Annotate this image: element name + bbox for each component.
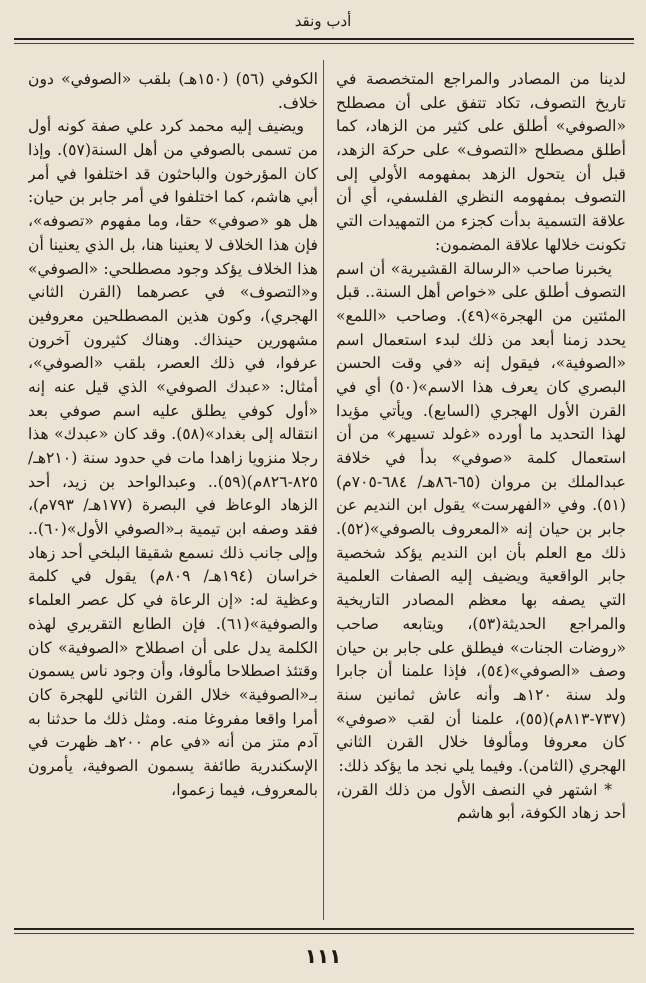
right-column [336,68,626,914]
paragraph: ويضيف إليه محمد كرد علي صفة كونه أول من تسمى بالصوفي من أهل السنة(٥٧). وإذا كان المؤرخون والباحثون قد اختلفوا في أمر أبي هاشم، كما اختلفوا في أمر جابر بن حيان: هل هو «صوفي» حقا، وما مفهوم «تصوفه»، فإن هذا الخلاف لا يعنينا هنا، بل الذي يعنينا أن هذا الخلاف يؤكد وجود مصطلحي: «الصوفي» و«التصوف» في عصرهما (القرن الثاني الهجري)، وكون هذين المصطلحين معروفين مشهورين حينذاك. وهناك كثيرون آخرون عرفوا، في ذلك العصر، بلقب «الصوفي»، أمثال: «عبدك الصوفي» الذي قيل عنه إنه «أول كوفي يطلق عليه اسم صوفي بعد انتقاله إلى بغداد»(٥٨). وقد كان «عبدك» هذا رجلا منزويا زاهدا مات في حدود سنة (٢١٠هـ/ ٨٢٥-٨٢٦م)(٥٩).. وعبدالواحد بن زيد، أحد الزهاد الوعاظ في البصرة (١٧٧هـ/ ٧٩٣م)، فقد وصفه ابن تيمية بـ«الصوفي الأول»(٦٠).. وإلى جانب ذلك نسمع شقيقا البلخي أحد زهاد خراسان (١٩٤هـ/ ٨٠٩م) يقول في كلمة وعظية له: «إن الرعاة في كل عصر العلماء والصوفية»(٦١). فإن الطابع التقريري لهذه الكلمة يدل على أن اصطلاح «الصوفية» كان وقتئذ اصطلاحا مألوفا، وأن وجود ناس يسمون بـ«الصوفية» خلال القرن الثاني للهجرة كان أمرا واقعا مفروغا منه. ومثل ذلك ما حدثنا به آدم متز من أنه «في عام ٢٠٠هـ ظهرت في الإسكندرية طائفة يسمون الصوفية، يأمرون بالمعروف، فيما زعموا، [28,117,318,799]
left-column [28,68,318,914]
paragraph: يخبرنا صاحب «الرسالة القشيرية» أن اسم التصوف أطلق على «خواص أهل السنة.. قبل المئتين من الهجرة»(٤٩). وصاحب «اللمع» يحدد زمنا أبعد من ذلك لبدء استعمال اسم «الصوفية»، فيقول إنه «في وقت الحسن البصري كان يعرف هذا الاسم»(٥٠) أي في القرن الأول الهجري (السابع). ويأتي مؤيدا لهذا التحديد ما أورده «غولد تسيهر» من أن استعمال كلمة «صوفي» بدأ في خلافة عبدالملك بن مروان (٦٥-٨٦هـ/ ٦٨٤-٧٠٥م)(٥١). وفي «الفهرست» يقول ابن النديم عن جابر بن حيان إنه «المعروف بالصوفي»(٥٢). ذلك مع العلم بأن ابن النديم يؤكد شخصية جابر الواقعية ويضيف إليه الصفات العلمية التي يصفه بها معظم المصادر التاريخية والمراجع الحديثة(٥٣)، ويتابعه صاحب «روضات الجنات» فيطلق على جابر بن حيان وصف «الصوفي»(٥٤)، فإذا علمنا أن جابرا ولد سنة ١٢٠هـ وأنه عاش ثمانين سنة (٧٣٧-٨١٣م)(٥٥)، علمنا أن لقب «صوفي» كان معروفا ومألوفا خلال القرن الثاني الهجري (الثامن). وفيما يلي نجد ما يؤكد ذلك: [336,259,626,775]
paragraph: * اشتهر في النصف الأول من ذلك القرن، أحد زهاد الكوفة، أبو هاشم [336,780,626,823]
footer-rule-thin [14,933,634,934]
column-divider [323,60,324,920]
paragraph: لدينا من المصادر والمراجع المتخصصة في تاريخ التصوف، تكاد تتفق على أن مصطلح «الصوفي» أطلق على كثير من الزهاد، كما أطلق مصطلح «التصوف» على حركة الزهد، قبل أن يتحول الزهد بمفهومه الأولي إلى التصوف بمفهومه النظري الفلسفي، أي أن علاقة التسمية بدأت كجزء من التمهيدات التي تكونت خلالها علاقة المضمون: [336,70,626,254]
footer-rule [14,928,634,930]
paragraph: الكوفي (٥٦) (١٥٠هـ) بلقب «الصوفي» دون خلاف. [28,70,318,112]
running-header: أدب ونقد [294,12,352,30]
page-number: ١١١ [304,944,342,968]
header-rule [14,38,634,40]
header-rule-thin [14,43,634,44]
